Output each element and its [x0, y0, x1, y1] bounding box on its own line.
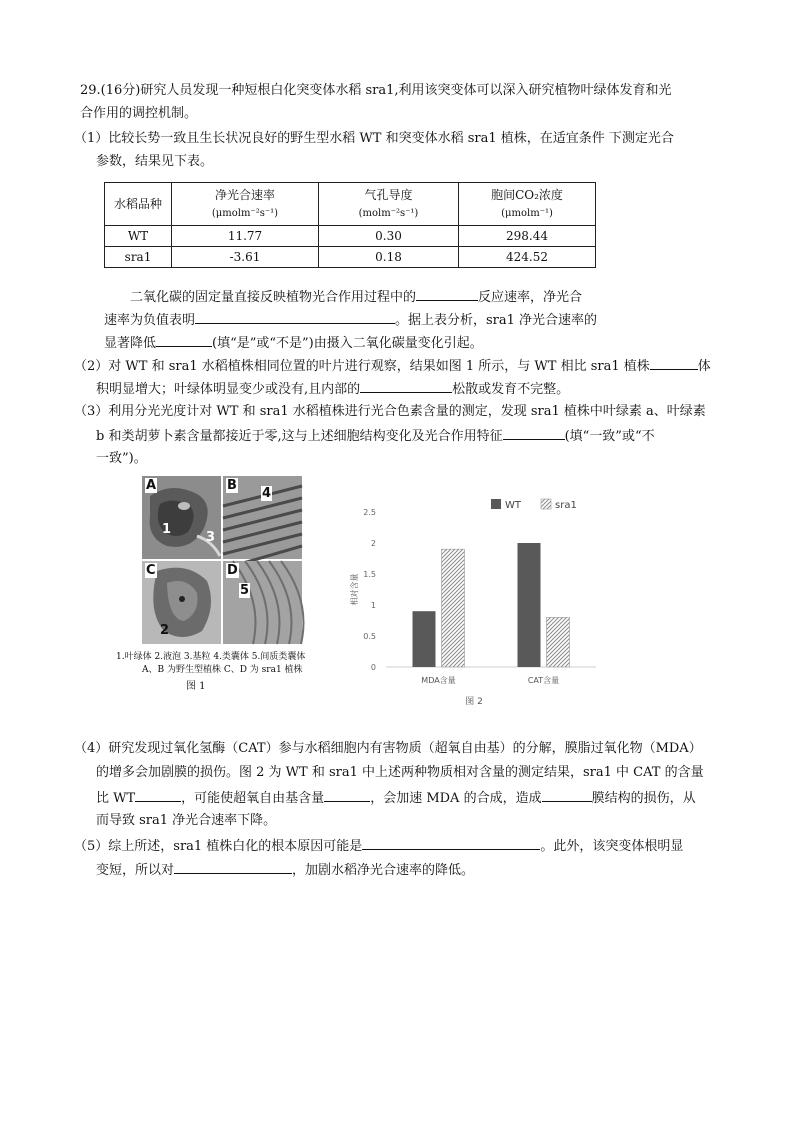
q3-line2: b 和类胡萝卜素含量都接近于零,这与上述细胞结构变化及光合作用特征 (填“一致”或“不	[96, 425, 655, 447]
table-header: 气孔导度 (molm⁻²s⁻¹)	[319, 183, 459, 226]
y-tick-label: 1	[370, 601, 376, 610]
structure-number: 3	[206, 530, 216, 545]
micrograph-figure	[142, 476, 302, 644]
q4-line2: 的增多会加剧膜的损伤。图 2 为 WT 和 sra1 中上述两种物质相对含量的测定结果，sra1 中 CAT 的含量	[96, 765, 704, 780]
answer-blank[interactable]	[416, 286, 478, 301]
answer-blank[interactable]	[156, 332, 212, 347]
q1-paragraph-line2: 速率为负值表明 。据上表分析，sra1 净光合速率的	[104, 309, 597, 331]
table-cell: 0.18	[319, 247, 459, 268]
q1-paragraph-line1: 二氧化碳的固定量直接反映植物光合作用过程中的 反应速率，净光合	[130, 286, 582, 308]
table-header-row	[105, 183, 596, 226]
table-header: 水稻品种	[105, 183, 172, 226]
q1-line2: 参数，结果见下表。	[96, 154, 214, 169]
x-category-label: MDA含量	[421, 676, 456, 685]
y-tick-label: 2	[370, 539, 376, 548]
answer-blank[interactable]	[542, 787, 592, 802]
panel-label: A	[146, 478, 157, 493]
answer-blank[interactable]	[174, 859, 292, 874]
table-row	[105, 247, 596, 268]
panel-label: D	[227, 563, 238, 578]
table-header: 胞间CO₂浓度 (μmolm⁻¹)	[459, 183, 596, 226]
answer-blank[interactable]	[362, 835, 540, 850]
bar-sra1	[547, 617, 570, 667]
table-cell: -3.61	[172, 247, 319, 268]
q1-paragraph-line3: 显著降低 (填“是”或“不是”)由摄入二氧化碳量变化引起。	[104, 332, 483, 354]
structure-number: 1	[162, 522, 172, 537]
y-tick-label: 2.5	[363, 508, 376, 517]
figure2-caption: 图 2	[465, 697, 483, 707]
q5-line2: 变短，所以对 ，加剧水稻净光合速率的降低。	[96, 859, 474, 881]
legend-label: WT	[505, 500, 521, 511]
bar-wt	[518, 543, 541, 667]
bar-sra1	[442, 549, 465, 667]
q3-line3: 一致”)。	[96, 451, 147, 466]
table-cell: 0.30	[319, 226, 459, 247]
y-tick-label: 0.5	[363, 632, 376, 641]
question-stem-line1: 29.(16分)研究人员发现一种短根白化突变体水稻 sra1,利用该突变体可以深入研究植物叶绿体发育和光	[80, 83, 672, 98]
q3-line1: （3）利用分光光度计对 WT 和 sra1 水稻植株进行光合色素含量的测定，发现 sra1 植株中叶绿素 a、叶绿素	[74, 404, 706, 419]
panel-label: B	[227, 478, 237, 493]
answer-blank[interactable]	[135, 787, 181, 802]
q2-line2: 积明显增大；叶绿体明显变少或没有,且内部的 松散或发育不完整。	[96, 378, 569, 400]
table-cell: sra1	[105, 247, 172, 268]
figure2-bar-chart	[350, 492, 616, 712]
q1-line1: （1）比较长势一致且生长状况良好的野生型水稻 WT 和突变体水稻 sra1 植株，在适宜条件 下测定光合	[74, 131, 674, 146]
table-cell: 11.77	[172, 226, 319, 247]
q5-line1: （5）综上所述，sra1 植株白化的根本原因可能是 。此外，该突变体根明显	[74, 835, 683, 857]
table-cell: WT	[105, 226, 172, 247]
q4-line4: 而导致 sra1 净光合速率下降。	[96, 813, 277, 828]
q4-line1: （4）研究发现过氧化氢酶（CAT）参与水稻细胞内有害物质（超氧自由基）的分解，膜脂过氧化物（MDA）	[74, 741, 702, 756]
structure-number: 4	[262, 486, 272, 501]
figure1-caption-line2: A、B 为野生型植株 C、D 为 sra1 植株	[142, 665, 303, 675]
legend-label: sra1	[555, 500, 577, 511]
x-category-label: CAT含量	[527, 676, 560, 685]
answer-blank[interactable]	[503, 425, 565, 440]
table-row	[105, 226, 596, 247]
structure-number: 5	[240, 583, 250, 598]
photosynthesis-table	[104, 182, 596, 268]
micrograph-panel-a	[142, 476, 221, 559]
q2-line1: （2）对 WT 和 sra1 水稻植株相同位置的叶片进行观察，结果如图 1 所示，与 WT 相比 sra1 植株 体	[74, 355, 711, 377]
table-cell: 298.44	[459, 226, 596, 247]
answer-blank[interactable]	[324, 787, 370, 802]
y-tick-label: 1.5	[363, 570, 376, 579]
micrograph-panel-d	[223, 561, 302, 644]
answer-blank[interactable]	[650, 355, 698, 370]
bar-wt	[413, 611, 436, 667]
question-stem-line2: 合作用的调控机制。	[80, 106, 198, 121]
legend-swatch	[541, 499, 551, 509]
legend-swatch	[491, 499, 501, 509]
micrograph-panel-c	[142, 561, 221, 644]
figure1-caption-line1: 1.叶绿体 2.液泡 3.基粒 4.类囊体 5.间质类囊体	[116, 652, 306, 662]
structure-number: 2	[160, 623, 170, 638]
table-header: 净光合速率 (μmolm⁻²s⁻¹)	[172, 183, 319, 226]
q4-line3: 比 WT ，可能使超氧自由基含量 ，会加速 MDA 的合成，造成 膜结构的损伤，从	[96, 787, 696, 809]
y-axis-label: 相对含量	[350, 573, 359, 606]
answer-blank[interactable]	[195, 309, 395, 324]
table-cell: 424.52	[459, 247, 596, 268]
panel-label: C	[146, 563, 156, 578]
y-tick-label: 0	[370, 663, 376, 672]
micrograph-panel-b	[223, 476, 302, 559]
answer-blank[interactable]	[360, 378, 452, 393]
figure1-title: 图 1	[186, 681, 206, 692]
